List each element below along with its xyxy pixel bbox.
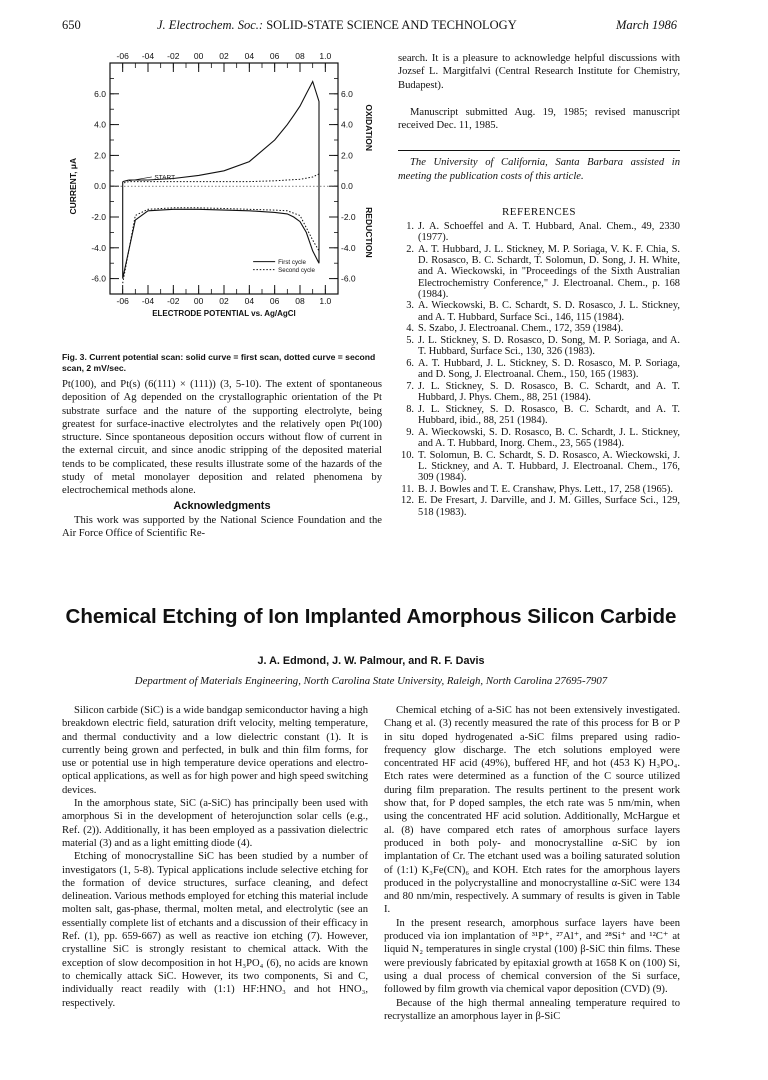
right-column-top [398, 52, 680, 183]
reference-item [398, 300, 680, 322]
reference-item [398, 323, 680, 334]
x-tick-label-bottom: 08 [295, 296, 305, 306]
x-tick-label-bottom: -04 [141, 296, 155, 306]
paragraph: In the present research, amorphous surface layers have been produced via ion implantation of ³¹P⁺, ²⁷Al⁺, and ²⁸Si⁺ and ¹²C⁺ at liquid N₂ temperatures in single crystal (100) β-SiC thin films. These were previously fabricated by epitaxial growth at 1658 K on (100) Si, using a dual process of chemical conversion of the Si surface, followed by film growth via chemical vapor deposition (CVD) (9). [384, 917, 680, 996]
legend-label-first: First cycle [278, 259, 306, 267]
reference-item [398, 244, 680, 300]
page-header [62, 18, 677, 38]
x-tick-label-top: 02 [219, 51, 229, 61]
reference-number: 10. [401, 449, 414, 461]
y-axis-label: CURRENT, μA [68, 157, 78, 215]
journal-section: SOLID-STATE SCIENCE AND TECHNOLOGY [266, 18, 517, 32]
references-heading: REFERENCES [501, 206, 577, 218]
y-tick-label-right: 0.0 [341, 181, 353, 192]
oxidation-label: OXIDATION [364, 104, 374, 151]
paragraph: In the amorphous state, SiC (a-SiC) has principally been used with amorphous Si in the development of heterojunction solar cells (e.g., Ref. (2)). Additionally, it has been employed as a passivation dielectric material (3) and as a light emitting diode (4). [62, 798, 368, 849]
reference-text: E. De Fresart, J. Darville, and J. M. Gilles, Surface Sci., 129, 518 (1983). [418, 495, 680, 518]
y-tick-label-left: 4.0 [94, 119, 106, 130]
reference-number: 4. [406, 323, 414, 335]
y-tick-label-left: -2.0 [91, 212, 106, 222]
acknowledgments-text: This work was supported by the National Science Foundation and the Air Force Office of Scientific Re- [62, 514, 382, 540]
y-tick-label-left: 2.0 [94, 150, 106, 161]
acknowledgments-heading: Acknowledgments [173, 499, 271, 512]
publication-cost-note: The University of California, Santa Barbara assisted in meeting the publication costs of this article. [398, 157, 680, 182]
reference-number: 8. [406, 403, 414, 415]
reference-number: 5. [406, 335, 414, 347]
issue-date: March 1986 [616, 18, 677, 32]
y-tick-label-right: 6.0 [341, 88, 353, 99]
paragraph: Chemical etching of a-SiC has not been extensively investigated. Chang et al. (3) recently measured the rate of this process for B or P in situ doped hydrogenated a-SiC films prepared using radio-frequency glow discharge. The etch solutions employed were concentrated HF acid (49%), buffered HF, and hot (453 K) H₃PO₄. Etch rates were determined as a function of the C source utilized during film preparation. The results pertinent to the present work show that, for P doped samples, the etch rate was 5 nm/min, when using the concentrated HF acid solution. Additionally, McHargue et al. (8) have compared etch rates of amorphous surface layers produced in both poly- and monocrystalline α-SiC by ion implantation of Cr. The etchant used was a boiling saturated solution of (1:1) K₃Fe(CN)₆ and KOH. Etch rates for the amorphous layers produced in the polycrystalline and monocrystalline α-SiC were 134 and 80 nm/min, respectively. A summary of results is given in Table I. [384, 705, 680, 916]
article-authors: J. A. Edmond, J. W. Palmour, and R. F. Davis [257, 655, 485, 667]
reference-number: 6. [406, 357, 414, 369]
y-tick-label-right: -4.0 [341, 242, 356, 253]
x-tick-label-bottom: -06 [116, 296, 129, 306]
page-number: 650 [62, 18, 81, 32]
article-left-column [62, 704, 368, 1010]
y-tick-label-left: -6.0 [91, 273, 106, 284]
x-axis-label: ELECTRODE POTENTIAL vs. Ag/AgCl [152, 309, 296, 318]
divider [398, 150, 680, 151]
x-tick-label-top: 00 [193, 51, 204, 61]
reference-item [398, 381, 680, 403]
reference-text: A. T. Hubbard, J. L. Stickney, M. P. Soriaga, V. K. F. Chia, S. D. Rosasco, B. C. Schardt, T. Solomun, D. Song, J. H. White, and A. Wieckowski, in "Proceedings of the Sixth Australian Electrochemistry Conference," J. Electroanal. Chem., p. 168 (1984). [418, 243, 680, 300]
y-tick-label-left: 0.0 [94, 181, 106, 192]
paragraph: Silicon carbide (SiC) is a wide bandgap semiconductor having a high breakdown electric field, saturation drift velocity, melting temperature, and thermal conductivity and a low dielectric constant (1). It is currently being grown and perfected, in bulk and thin film forms, for use or potential use in high temperature device operations and electro-optical applications, as well as for high power and high speed switching devices. [62, 705, 368, 796]
x-tick-label-bottom: 00 [193, 296, 204, 306]
start-annotation: START [154, 174, 176, 182]
reference-text: B. J. Bowles and T. E. Cranshaw, Phys. Lett., 17, 258 (1965). [418, 483, 673, 495]
y-tick-label-right: 4.0 [341, 119, 353, 130]
figure-caption-text: Fig. 3. Current potential scan: solid curve = first scan, dotted curve = second scan, 2 mV/sec. [62, 352, 376, 373]
y-tick-label-left: 6.0 [94, 88, 106, 99]
x-tick-label-bottom: 1.0 [319, 296, 332, 306]
reference-number: 2. [406, 243, 414, 255]
reference-item [398, 495, 680, 517]
reference-number: 7. [406, 380, 414, 392]
y-tick-label-left: -4.0 [91, 242, 106, 253]
left-column-top [62, 378, 382, 541]
reference-number: 3. [406, 300, 414, 312]
reference-text: J. L. Stickney, S. D. Rosasco, B. C. Schardt, and A. T. Hubbard, J. Phys. Chem., 88, 251 (1984). [418, 380, 680, 404]
reference-text: A. T. Hubbard, J. L. Stickney, S. D. Rosasco, M. P. Soriaga, and D. Song, J. Electroanal. Chem., 150, 165 (1983). [418, 357, 680, 381]
reference-text: J. L. Stickney, S. D. Rosasco, D. Song, M. P. Soriaga, and A. T. Hubbard, Surface Sci., 130, 326 (1983). [418, 335, 680, 358]
x-tick-label-top: 08 [295, 51, 305, 61]
x-tick-label-bottom: -02 [167, 296, 180, 306]
x-tick-label-top: -04 [141, 51, 155, 61]
reference-number: 11. [401, 483, 414, 495]
x-tick-label-top: -02 [167, 51, 180, 61]
chart-svg [60, 46, 385, 348]
reduction-label: REDUCTION [364, 207, 374, 258]
x-tick-label-bottom: 04 [244, 296, 255, 306]
reference-text: A. Wieckowski, S. D. Rosasco, B. C. Schardt, J. L. Stickney, and A. T. Hubbard, Inorg. Chem., 23, 565 (1984). [418, 426, 680, 449]
paragraph: Etching of monocrystalline SiC has been studied by a number of investigators (1, 5-8). Typical applications include selective etching for the formation of device structures, surface cleaning, and defect delineation. Various methods employed for etching this material include molten salt, gas-phase, thermal, molten metal, and electrolytic (see an essentially complete list of etchants and a discussion of their efficacy in Ref. (1), pp. 659-667) as well as reactive ion etching (7). However, crystalline SiC is strongly resistant to chemical attack. With the exception of slow decomposition in hot H₃PO₄ (6), no acids are known to chemically attack SiC. However, its two components, Si and C, individually react readily with (1:1) HF:HNO₃ and hot HNO₃, respectively. [62, 851, 368, 1009]
article-affiliation: Department of Materials Engineering, North Carolina State University, Raleigh, North Carolina 27695-7907 [134, 675, 608, 687]
journal-title [157, 18, 517, 33]
manuscript-note: Manuscript submitted Aug. 19, 1985; revised manuscript received Dec. 11, 1985. [398, 106, 680, 132]
reference-text: J. A. Schoeffel and A. T. Hubbard, Anal. Chem., 49, 2330 (1977). [418, 221, 680, 244]
reference-item [398, 404, 680, 426]
reference-number: 1. [406, 221, 414, 232]
reference-item [398, 427, 680, 449]
article-right-column [384, 704, 680, 1023]
x-tick-label-top: 06 [269, 51, 280, 61]
x-tick-label-top: 04 [244, 51, 255, 61]
reference-text: A. Wieckowski, B. C. Schardt, S. D. Rosasco, J. L. Stickney, and A. T. Hubbard, Surface Sci., 146, 115 (1984). [418, 300, 680, 323]
reference-item [398, 335, 680, 357]
reference-item [398, 450, 680, 484]
reference-item [398, 358, 680, 380]
references-list [398, 221, 680, 518]
x-tick-label-top: 1.0 [319, 51, 332, 61]
reference-text: S. Szabo, J. Electroanal. Chem., 172, 359 (1984). [418, 323, 624, 335]
reference-number: 12. [401, 495, 414, 507]
y-tick-label-right: 2.0 [341, 150, 353, 161]
reference-number: 9. [406, 426, 414, 438]
reference-text: J. L. Stickney, S. D. Rosasco, B. C. Schardt, and A. T. Hubbard, ibid., 88, 251 (1984). [418, 403, 680, 426]
cyclic-voltammogram-figure [60, 46, 385, 348]
legend-label-second: Second cycle [278, 267, 315, 275]
reference-text: T. Solomun, B. C. Schardt, S. D. Rosasco, A. Wieckowski, J. L. Stickney, and A. T. Hubbard, J. Electroanal. Chem., 176, 309 (1984). [418, 449, 680, 483]
paragraph: Because of the high thermal annealing temperature required to recrystallize an amorphous layer in β-SiC [384, 997, 680, 1022]
x-tick-label-bottom: 02 [219, 296, 229, 306]
paragraph: search. It is a pleasure to acknowledge helpful discussions with Jozsef L. Margitfalvi (Central Research Institute for Chemistry, Budapest). [398, 53, 680, 91]
y-tick-label-right: -2.0 [341, 212, 356, 222]
x-tick-label-top: -06 [116, 51, 129, 61]
y-tick-label-right: -6.0 [341, 273, 356, 284]
x-tick-label-bottom: 06 [269, 296, 280, 306]
reference-item [398, 221, 680, 243]
reference-item [398, 484, 680, 495]
figure-caption [62, 352, 382, 374]
paragraph: Pt(100), and Pt(s) (6(111) × (111)) (3, 5-10). The extent of spontaneous deposition of Ag depended on the crystallographic orientation of the Pt substrate surface and the nature of the supporting electrolyte, being greatest for surface-inactive electrolytes and the relatively open Pt(100) structure. Since spontaneous deposition occurs without flow of current in the external circuit, and since anodic stripping of the deposited material tends to be complicated, these results illustrate some of the hazards of the study of metal monolayer deposition and related phenomena by electrochemical methods alone. [62, 379, 382, 497]
journal-abbrev: J. Electrochem. Soc.: [157, 18, 264, 32]
article-title: Chemical Etching of Ion Implanted Amorphous Silicon Carbide [65, 605, 677, 628]
